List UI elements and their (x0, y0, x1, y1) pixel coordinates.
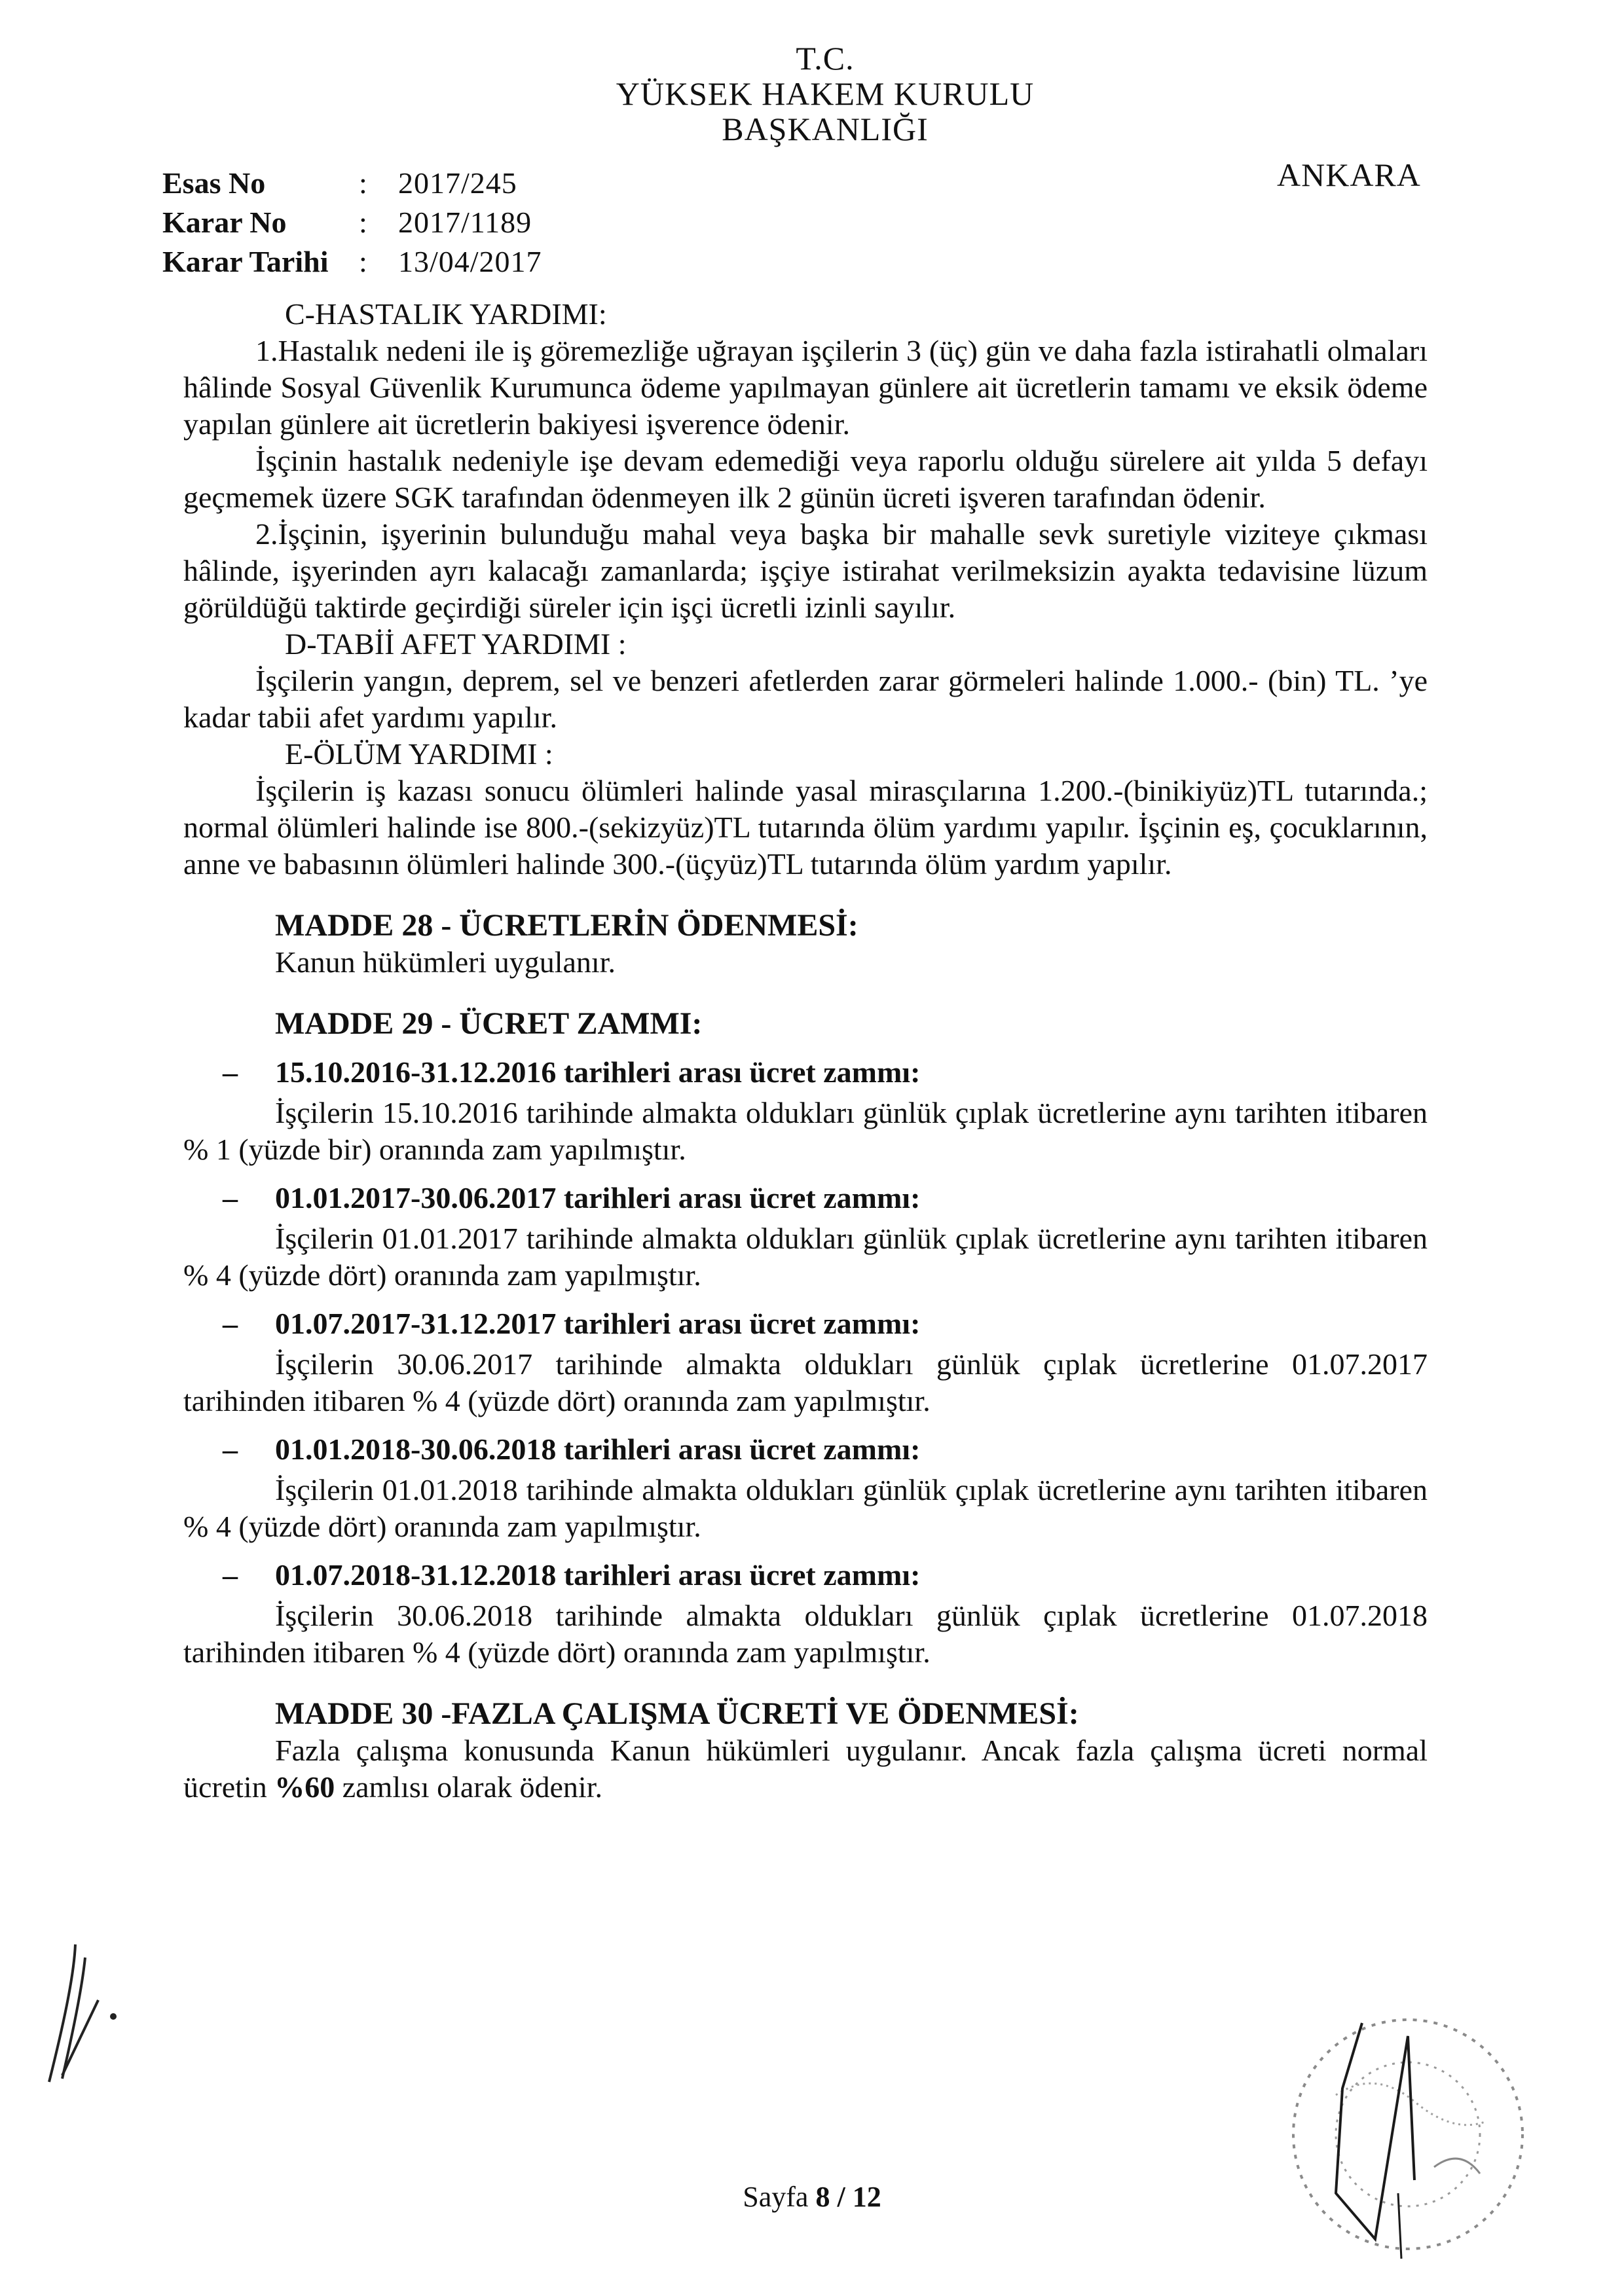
raise-period-header (183, 1305, 1428, 1342)
tarih-row (162, 242, 542, 282)
article-30-text (183, 1732, 1428, 1806)
esas-label: Esas No (162, 166, 266, 200)
footer-label: Sayfa (743, 2181, 809, 2213)
institution-header (498, 41, 1153, 147)
header-line-tc: T.C. (796, 40, 855, 77)
raise-period-header (183, 1557, 1428, 1594)
article-28-title: MADDE 28 - ÜCRETLERİN ÖDENMESİ: (275, 908, 858, 943)
article-29-item (183, 1054, 1428, 1168)
section-c-paragraph-3: 2.İşçinin, işyerinin bulunduğu mahal veya başka bir mahalle sevk suretiyle viziteye çıkması hâlinde, işyerinden ayrı kalacağı zamanlarda; işçiye istirahat verilmeksizin ayakta tedavisine lüzum görüldüğü taktirde geçirdiği süreler için işçi ücretli izinli sayılır. (183, 517, 1428, 624)
document-body (183, 296, 1428, 1806)
section-c-title: C-HASTALIK YARDIMI: (285, 297, 607, 331)
esas-colon: : (359, 166, 367, 200)
raise-period-text: İşçilerin 30.06.2017 tarihinde almakta oldukları günlük çıplak ücretlerine 01.07.2017 tarihinden itibaren % 4 (yüzde dört) oranında zam yapılmıştır. (183, 1347, 1428, 1417)
raise-period-title: 01.01.2018-30.06.2018 tarihleri arası ücret zammı: (275, 1432, 921, 1466)
article-29-item (183, 1305, 1428, 1419)
article-30-text-c: zamlısı olarak ödenir. (335, 1770, 602, 1804)
karar-colon: : (359, 206, 367, 239)
handwritten-initial (36, 1938, 121, 2088)
dash-bullet: – (223, 1432, 238, 1466)
raise-period-text: İşçilerin 01.01.2017 tarihinde almakta oldukları günlük çıplak ücretlerine aynı tarihten itibaren % 4 (yüzde dört) oranında zam yapılmıştır. (183, 1222, 1428, 1292)
page-number: 8 / 12 (815, 2181, 881, 2213)
section-e-paragraph: İşçilerin iş kazası sonucu ölümleri halinde yasal mirasçılarına 1.200.-(binikiyüz)TL tutarında.; normal ölümleri halinde ise 800.-(sekizyüz)TL tutarında ölüm yardımı yapılır. İşçinin eş, çocuklarının, anne ve babasının ölümleri halinde 300.-(üçyüz)TL tutarında ölüm yardım yapılır. (183, 774, 1428, 881)
article-29-title: MADDE 29 - ÜCRET ZAMMI: (275, 1006, 703, 1041)
section-c-paragraph-1: 1.Hastalık nedeni ile iş göremezliğe uğrayan işçilerin 3 (üç) gün ve daha fazla istirahatli olmaları hâlinde Sosyal Güvenlik Kurumunca ödeme yapılmayan günlere ait ücretlerin tamamı ve eksik ödeme yapılan günlere ait ücretlerin bakiyesi işverence ödenir. (183, 334, 1428, 441)
raise-period-title: 01.07.2018-31.12.2018 tarihleri arası ücret zammı: (275, 1558, 921, 1592)
raise-period-header (183, 1180, 1428, 1216)
esas-value: 2017/245 (398, 166, 517, 200)
raise-period-title: 01.01.2017-30.06.2017 tarihleri arası ücret zammı: (275, 1181, 921, 1214)
raise-period-text: İşçilerin 15.10.2016 tarihinde almakta oldukları günlük çıplak ücretlerine aynı tarihten itibaren % 1 (yüzde bir) oranında zam yapılmıştır. (183, 1096, 1428, 1166)
raise-period-title: 01.07.2017-31.12.2017 tarihleri arası ücret zammı: (275, 1307, 921, 1340)
official-stamp-with-signature (1244, 1997, 1559, 2285)
header-line-presidency: BAŞKANLIĞI (722, 111, 929, 147)
esas-row (162, 164, 542, 203)
article-28-text: Kanun hükümleri uygulanır. (275, 945, 616, 979)
tarih-value: 13/04/2017 (398, 245, 542, 278)
article-29-item (183, 1431, 1428, 1545)
article-30-text-a: Fazla çalışma konusunda Kanun hükümleri uygulanır. Ancak fazla çalışma ücreti normal ücretin (183, 1734, 1428, 1804)
article-29-item (183, 1180, 1428, 1294)
tarih-colon: : (359, 245, 367, 278)
raise-period-header (183, 1054, 1428, 1091)
header-city: ANKARA (1277, 156, 1421, 193)
section-e-title: E-ÖLÜM YARDIMI : (285, 737, 553, 771)
article-29-item (183, 1557, 1428, 1671)
article-30-title: MADDE 30 -FAZLA ÇALIŞMA ÜCRETİ VE ÖDENMESİ: (275, 1696, 1079, 1731)
dash-bullet: – (223, 1558, 238, 1592)
karar-row (162, 203, 542, 242)
raise-period-header (183, 1431, 1428, 1468)
raise-period-text: İşçilerin 30.06.2018 tarihinde almakta oldukları günlük çıplak ücretlerine 01.07.2018 tarihinden itibaren % 4 (yüzde dört) oranında zam yapılmıştır. (183, 1599, 1428, 1669)
karar-value: 2017/1189 (398, 206, 532, 239)
dash-bullet: – (223, 1055, 238, 1089)
raise-period-text: İşçilerin 01.01.2018 tarihinde almakta oldukları günlük çıplak ücretlerine aynı tarihten itibaren % 4 (yüzde dört) oranında zam yapılmıştır. (183, 1473, 1428, 1543)
header-line-institution: YÜKSEK HAKEM KURULU (616, 75, 1035, 112)
raise-period-title: 15.10.2016-31.12.2016 tarihleri arası ücret zammı: (275, 1055, 921, 1089)
case-meta (162, 164, 542, 282)
karar-label: Karar No (162, 206, 287, 239)
section-c-paragraph-2: İşçinin hastalık nedeniyle işe devam edemediği veya raporlu olduğu sürelere ait yılda 5 defayı geçmemek üzere SGK tarafından ödenmeyen ilk 2 günün ücreti işveren tarafından ödenir. (183, 444, 1428, 514)
page-footer (0, 2180, 1624, 2214)
dash-bullet: – (223, 1181, 238, 1214)
section-d-title: D-TABİİ AFET YARDIMI : (285, 627, 627, 661)
tarih-label: Karar Tarihi (162, 245, 329, 278)
overtime-rate: %60 (274, 1770, 335, 1804)
section-d-paragraph: İşçilerin yangın, deprem, sel ve benzeri afetlerden zarar görmeleri halinde 1.000.- (bin) TL. ’ye kadar tabii afet yardımı yapılır. (183, 664, 1428, 734)
dash-bullet: – (223, 1307, 238, 1340)
